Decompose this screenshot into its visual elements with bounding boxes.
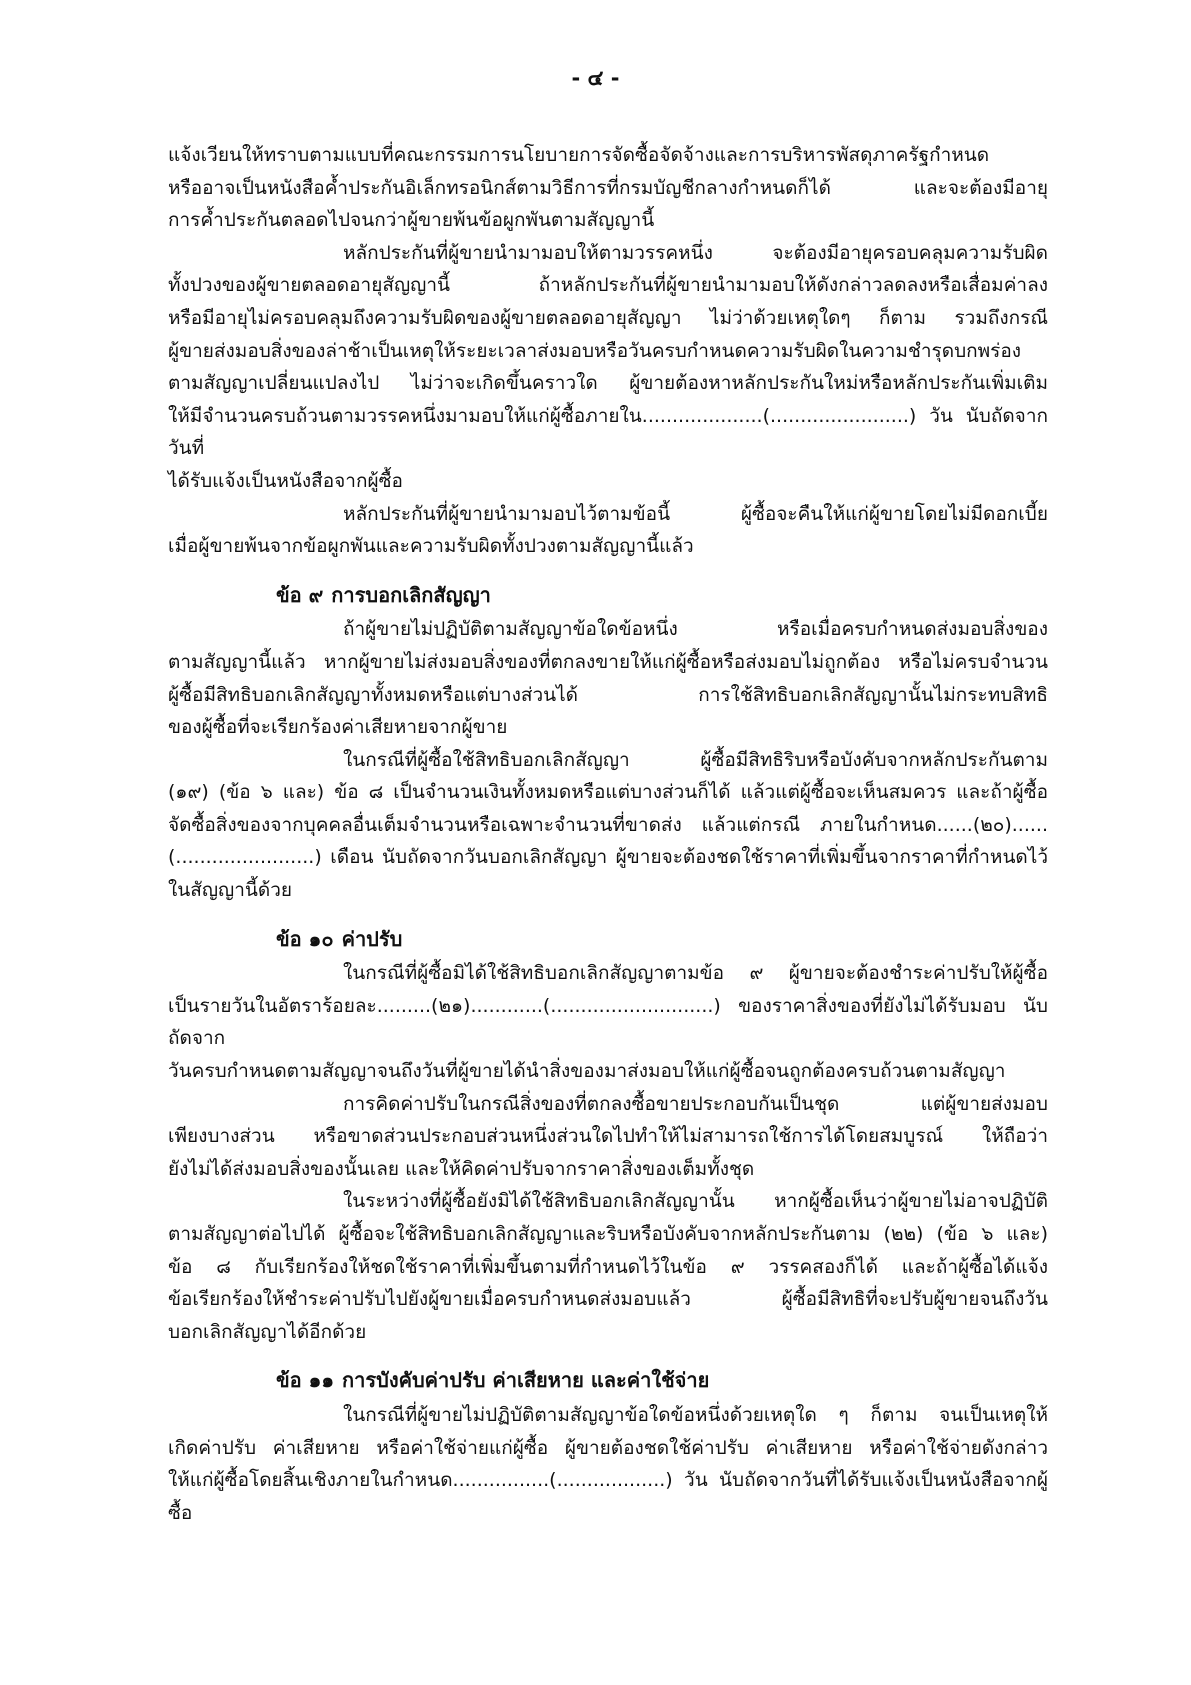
- text-line: ในกรณีที่ผู้ซื้อมิได้ใช้สิทธิบอกเลิกสัญญาตามข้อ ๙ ผู้ขายจะต้องชำระค่าปรับให้ผู้ซื้อ: [343, 962, 1048, 985]
- text-line: ในสัญญานี้ด้วย: [168, 879, 293, 902]
- section-heading: [168, 923, 1048, 956]
- text-line: เกิดค่าปรับ ค่าเสียหาย หรือค่าใช้จ่ายแก่ผู้ซื้อ ผู้ขายต้องชดใช้ค่าปรับ ค่าเสียหาย หรือค่าใช้จ่ายดังกล่าว: [168, 1436, 1048, 1459]
- paragraph: [168, 744, 1048, 907]
- section-title: ค่าปรับ: [341, 926, 403, 951]
- text-line: หรืออาจเป็นหนังสือค้ำประกันอิเล็กทรอนิกส์ตามวิธีการที่กรมบัญชีกลางกำหนดก็ได้ และจะต้องมีอายุ: [168, 176, 1048, 199]
- text-line: หลักประกันที่ผู้ขายนำมามอบไว้ตามข้อนี้ ผู้ซื้อจะคืนให้แก่ผู้ขายโดยไม่มีดอกเบี้ย: [343, 502, 1048, 525]
- text-line: (.......................) เดือน นับถัดจากวันบอกเลิกสัญญา ผู้ขายจะต้องชดใช้ราคาที่เพิ่มขึ้นจากราคาที่กำหนดไว้: [168, 846, 1048, 869]
- section-heading: [168, 579, 1048, 612]
- text-line: ตามสัญญานี้แล้ว หากผู้ขายไม่ส่งมอบสิ่งของที่ตกลงขายให้แก่ผู้ซื้อหรือส่งมอบไม่ถูกต้อง หรือไม่ครบจำนวน: [168, 650, 1048, 673]
- section-title: การบังคับค่าปรับ ค่าเสียหาย และค่าใช้จ่าย: [342, 1368, 710, 1393]
- section-heading: [168, 1364, 1048, 1397]
- text-line: บอกเลิกสัญญาได้อีกด้วย: [168, 1320, 367, 1343]
- text-line: ในกรณีที่ผู้ซื้อใช้สิทธิบอกเลิกสัญญา ผู้ซื้อมีสิทธิริบหรือบังคับจากหลักประกันตาม: [343, 748, 1048, 771]
- section-number: ข้อ ๑๑: [276, 1368, 335, 1393]
- text-line: แจ้งเวียนให้ทราบตามแบบที่คณะกรรมการนโยบายการจัดซื้อจัดจ้างและการบริหารพัสดุภาครัฐกำหนด: [168, 144, 990, 166]
- text-line: ได้รับแจ้งเป็นหนังสือจากผู้ซื้อ: [168, 469, 403, 492]
- text-line: เมื่อผู้ขายพ้นจากข้อผูกพันและความรับผิดทั้งปวงตามสัญญานี้แล้ว: [168, 535, 694, 558]
- paragraph: [168, 957, 1048, 1087]
- paragraph: [168, 1399, 1048, 1529]
- paragraph: [168, 1088, 1048, 1186]
- text-line: จัดซื้อสิ่งของจากบุคคลอื่นเต็มจำนวนหรือเฉพาะจำนวนที่ขาดส่ง แล้วแต่กรณี ภายในกำหนด......(๒๐)......: [168, 813, 1048, 836]
- text-line: (๑๙) (ข้อ ๖ และ) ข้อ ๘ เป็นจำนวนเงินทั้งหมดหรือแต่บางส่วนก็ได้ แล้วแต่ผู้ซื้อจะเห็นสมควร และถ้าผู้ซื้อ: [168, 781, 1048, 804]
- text-line: เป็นรายวันในอัตราร้อยละ.........(๒๑)............(...........................) ของราคาสิ่งของที่ยังไม่ได้รับมอบ นับถัดจาก: [168, 994, 1048, 1050]
- text-line: ในกรณีที่ผู้ขายไม่ปฏิบัติตามสัญญาข้อใดข้อหนึ่งด้วยเหตุใด ๆ ก็ตาม จนเป็นเหตุให้: [343, 1403, 1048, 1426]
- text-line: เพียงบางส่วน หรือขาดส่วนประกอบส่วนหนึ่งส่วนใดไปทำให้ไม่สามารถใช้การได้โดยสมบูรณ์ ให้ถือว่า: [168, 1125, 1048, 1148]
- text-line: การคิดค่าปรับในกรณีสิ่งของที่ตกลงซื้อขายประกอบกันเป็นชุด แต่ผู้ขายส่งมอบ: [343, 1092, 1048, 1115]
- text-line: ของผู้ซื้อที่จะเรียกร้องค่าเสียหายจากผู้ขาย: [168, 716, 508, 739]
- text-line: ทั้งปวงของผู้ขายตลอดอายุสัญญานี้ ถ้าหลักประกันที่ผู้ขายนำมามอบให้ดังกล่าวลดลงหรือเสื่อมค่าลง: [168, 274, 1048, 297]
- paragraph: [168, 237, 1048, 498]
- paragraph: [168, 1185, 1048, 1348]
- text-line: หลักประกันที่ผู้ขายนำมามอบให้ตามวรรคหนึ่ง จะต้องมีอายุครอบคลุมความรับผิด: [343, 241, 1048, 264]
- paragraph: [168, 139, 1048, 237]
- text-line: ผู้ขายส่งมอบสิ่งของล่าช้าเป็นเหตุให้ระยะเวลาส่งมอบหรือวันครบกำหนดความรับผิดในความชำรุดบกพร่อง: [168, 339, 1022, 362]
- text-line: หรือมีอายุไม่ครอบคลุมถึงความรับผิดของผู้ขายตลอดอายุสัญญา ไม่ว่าด้วยเหตุใดๆ ก็ตาม รวมถึงกรณี: [168, 306, 1048, 329]
- text-line: ผู้ซื้อมีสิทธิบอกเลิกสัญญาทั้งหมดหรือแต่บางส่วนได้ การใช้สิทธิบอกเลิกสัญญานั้นไม่กระทบสิทธิ: [168, 683, 1048, 706]
- section-number: ข้อ ๑๐: [276, 926, 334, 951]
- text-line: ข้อเรียกร้องให้ชำระค่าปรับไปยังผู้ขายเมื่อครบกำหนดส่งมอบแล้ว ผู้ซื้อมีสิทธิที่จะปรับผู้ขายจนถึงวัน: [168, 1288, 1048, 1311]
- text-line: ให้มีจำนวนครบถ้วนตามวรรคหนึ่งมามอบให้แก่ผู้ซื้อภายใน....................(.......................) วัน นับถัดจากวันที่: [168, 404, 1048, 460]
- text-line: การค้ำประกันตลอดไปจนกว่าผู้ขายพ้นข้อผูกพันตามสัญญานี้: [168, 209, 655, 232]
- text-line: ตามสัญญาเปลี่ยนแปลงไป ไม่ว่าจะเกิดขึ้นคราวใด ผู้ขายต้องหาหลักประกันใหม่หรือหลักประกันเพิ่มเติม: [168, 372, 1048, 395]
- page-number: - ๔ -: [571, 66, 620, 90]
- text-line: ถ้าผู้ขายไม่ปฏิบัติตามสัญญาข้อใดข้อหนึ่ง หรือเมื่อครบกำหนดส่งมอบสิ่งของ: [343, 618, 1048, 641]
- text-line: ยังไม่ได้ส่งมอบสิ่งของนั้นเลย และให้คิดค่าปรับจากราคาสิ่งของเต็มทั้งชุด: [168, 1157, 755, 1180]
- section-number: ข้อ ๙: [276, 582, 324, 607]
- text-line: ตามสัญญาต่อไปได้ ผู้ซื้อจะใช้สิทธิบอกเลิกสัญญาและริบหรือบังคับจากหลักประกันตาม (๒๒) (ข้อ ๖ และ): [168, 1223, 1048, 1245]
- text-line: ในระหว่างที่ผู้ซื้อยังมิได้ใช้สิทธิบอกเลิกสัญญานั้น หากผู้ซื้อเห็นว่าผู้ขายไม่อาจปฏิบัติ: [343, 1190, 1048, 1213]
- text-line: ให้แก่ผู้ซื้อโดยสิ้นเชิงภายในกำหนด................(..................) วัน นับถัดจากวันที่ได้รับแจ้งเป็นหนังสือจากผู้ซื้อ: [168, 1469, 1048, 1524]
- paragraph: [168, 498, 1048, 563]
- section-title: การบอกเลิกสัญญา: [331, 582, 491, 607]
- text-line: วันครบกำหนดตามสัญญาจนถึงวันที่ผู้ขายได้นำสิ่งของมาส่งมอบให้แก่ผู้ซื้อจนถูกต้องครบถ้วนตามสัญญา: [168, 1060, 1006, 1083]
- paragraph: [168, 613, 1048, 743]
- document-body: [168, 139, 1048, 1529]
- text-line: ข้อ ๘ กับเรียกร้องให้ชดใช้ราคาที่เพิ่มขึ้นตามที่กำหนดไว้ในข้อ ๙ วรรคสองก็ได้ และถ้าผู้ซื้อได้แจ้ง: [168, 1255, 1048, 1278]
